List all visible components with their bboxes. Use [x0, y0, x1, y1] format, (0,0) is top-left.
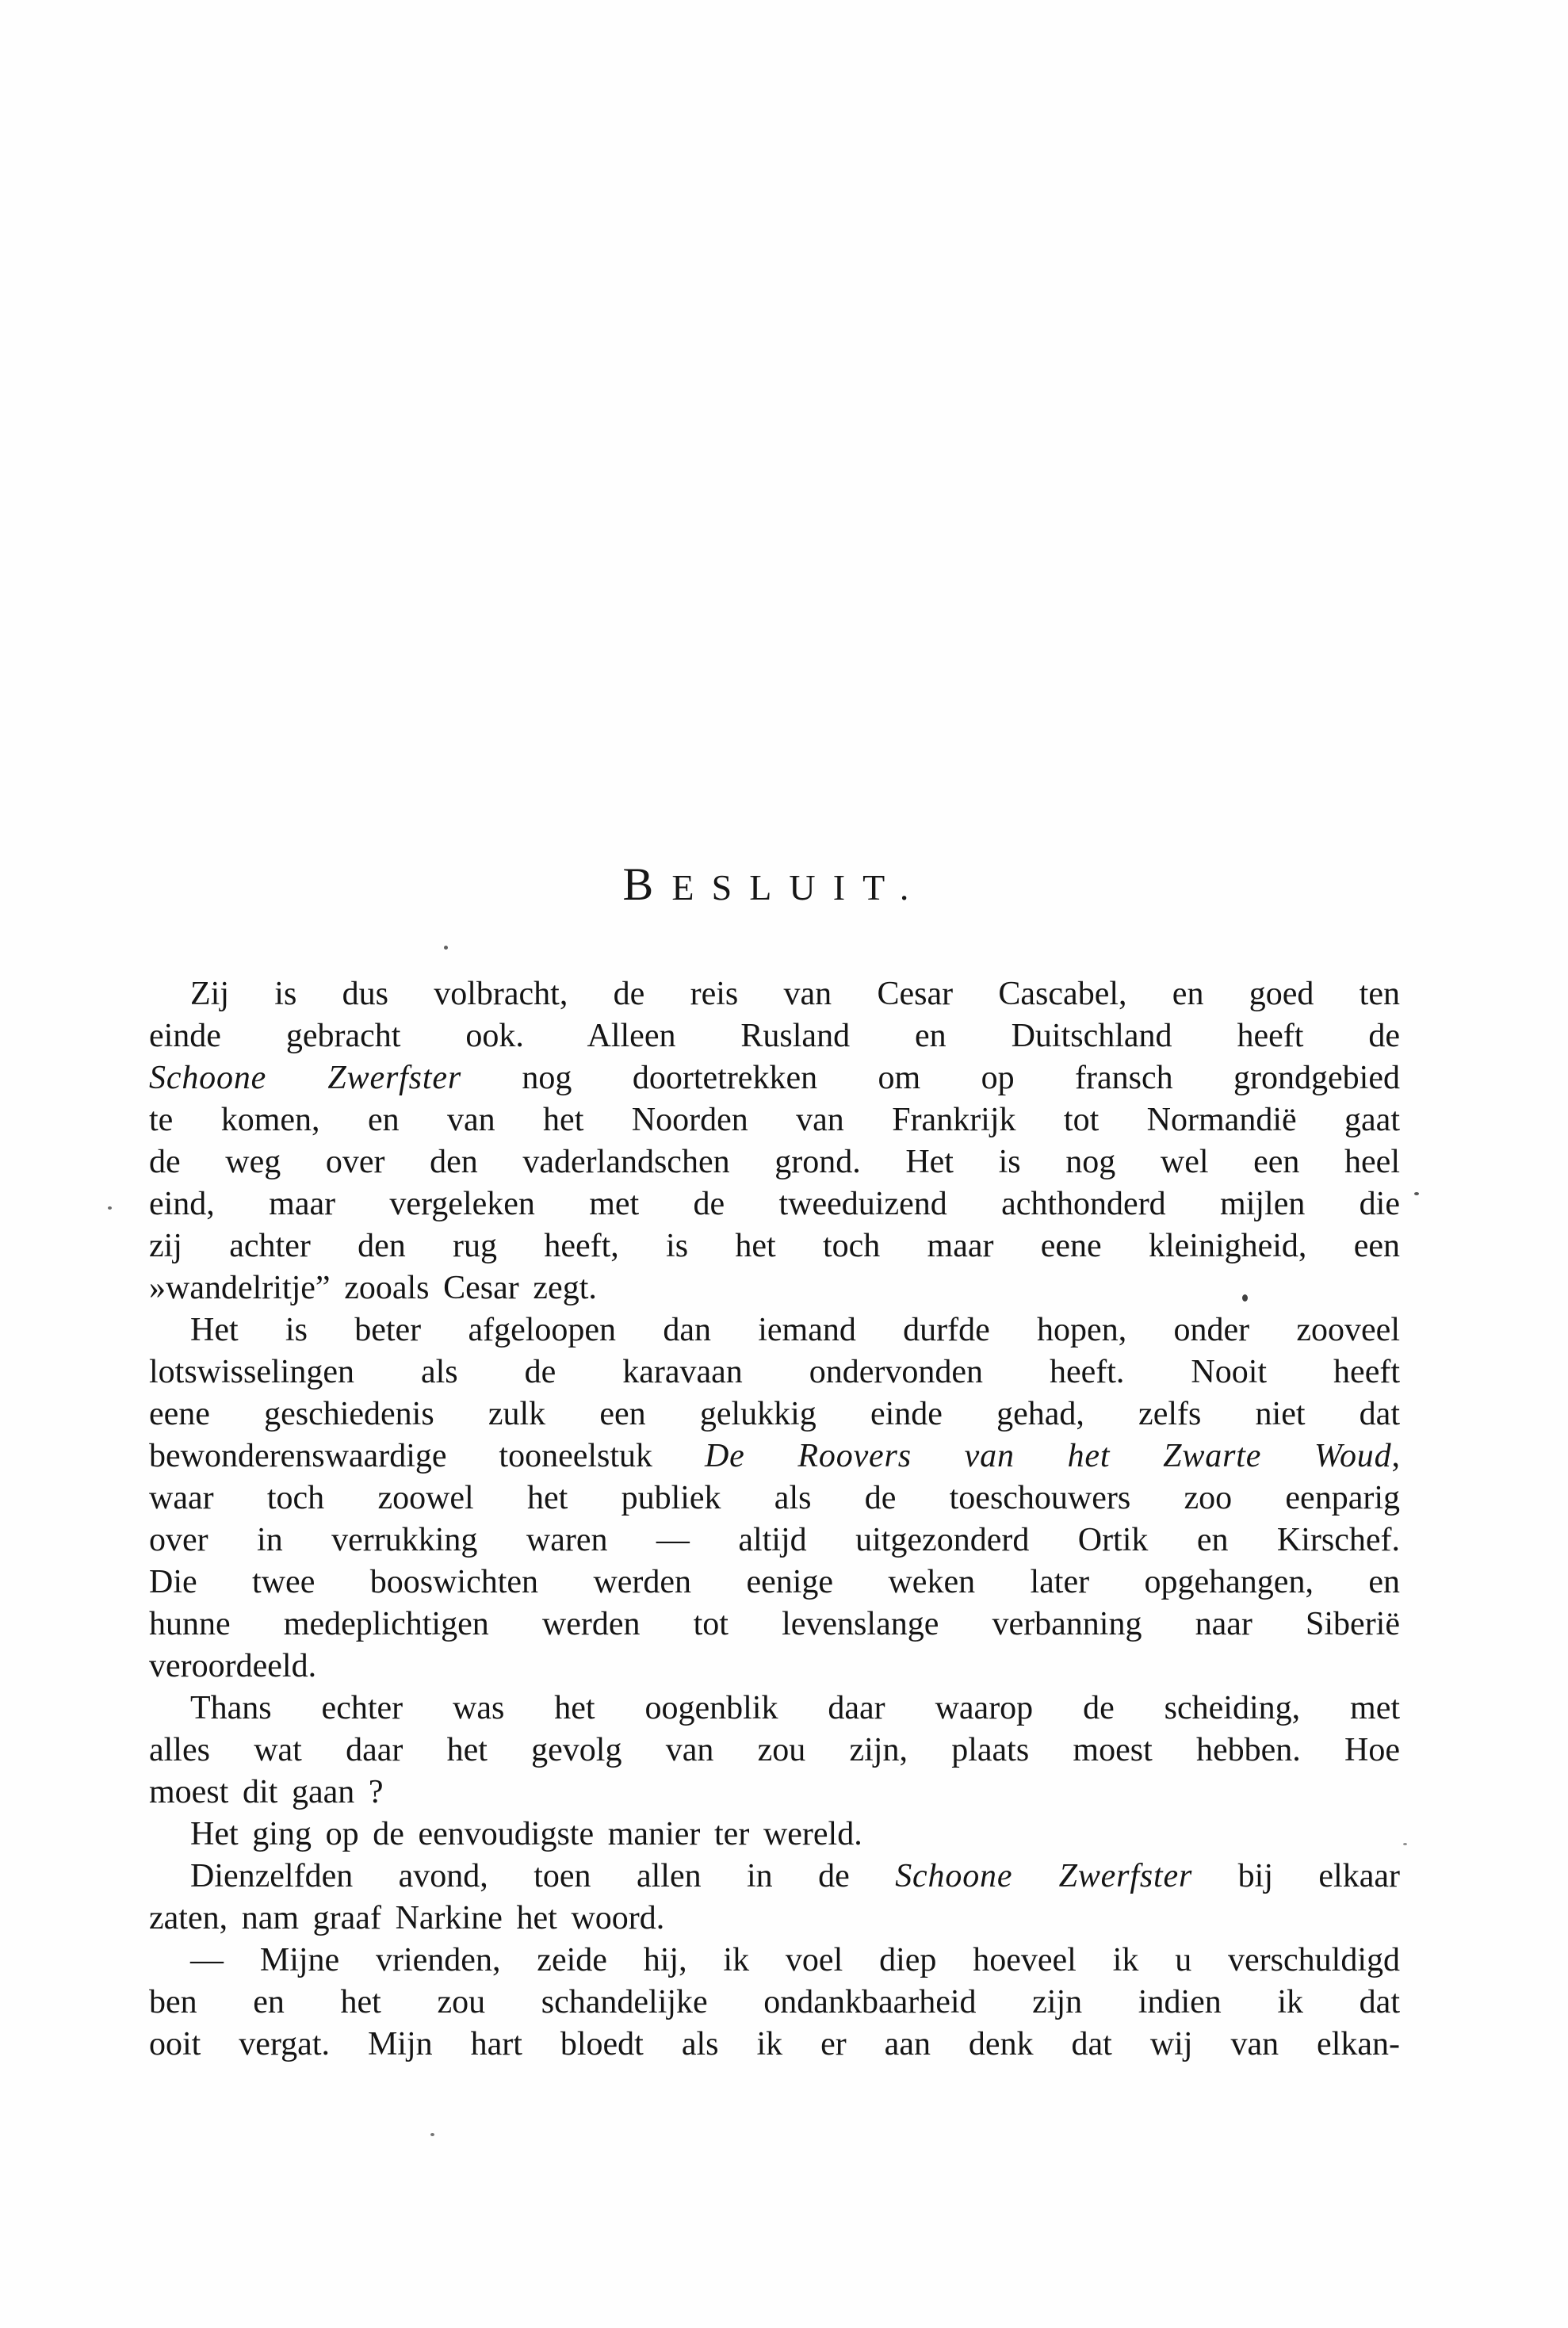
text-segment: alles wat daar het gevolg van zou zijn, plaats moest hebben. Hoe: [149, 1732, 1400, 1768]
text-segment: einde gebracht ook. Alleen Rusland en Duitschland heeft de: [149, 1018, 1400, 1054]
text-line: [149, 1351, 1400, 1393]
text-line: [149, 1435, 1400, 1477]
scan-speck: [444, 946, 448, 950]
text-segment: zaten, nam graaf Narkine het woord.: [149, 1900, 665, 1936]
text-segment: ooit vergat. Mijn hart bloedt als ik er aan denk dat wij van elkan-: [149, 2026, 1400, 2062]
text-line: [149, 2024, 1400, 2066]
text-line: [149, 1520, 1400, 1562]
text-line: [149, 1604, 1400, 1646]
text-line: [149, 1730, 1400, 1772]
text-segment: ben en het zou schandelijke ondankbaarheid zijn indien ik dat: [149, 1984, 1400, 2020]
italic-text: Schoone Zwerfster: [149, 1060, 462, 1096]
paragraph: [149, 1940, 1400, 2066]
text-line: [149, 1015, 1400, 1057]
text-line: [149, 1898, 1400, 1940]
chapter-title: BESLUIT.: [622, 858, 927, 910]
paragraph: [149, 1688, 1400, 1814]
text-line: [149, 1057, 1400, 1099]
text-line: [149, 1646, 1400, 1688]
scan-speck: [1403, 1843, 1407, 1845]
text-line: [149, 1225, 1400, 1267]
text-segment: bewonderenswaardige tooneelstuk: [149, 1438, 705, 1474]
text-segment: eind, maar vergeleken met de tweeduizend achthonderd mijlen die: [149, 1186, 1400, 1222]
paragraph: [149, 1309, 1400, 1688]
text-line: [149, 1309, 1400, 1351]
italic-text: De Roovers van het Zwarte Woud: [704, 1438, 1392, 1474]
scan-speck: [430, 2133, 434, 2136]
text-segment: Het ging op de eenvoudigste manier ter wereld.: [190, 1816, 862, 1852]
text-segment: zij achter den rug heeft, is het toch maar eene kleinigheid, een: [149, 1228, 1400, 1264]
text-segment: Het is beter afgeloopen dan iemand durfde hopen, onder zooveel: [190, 1312, 1400, 1348]
paragraph: [149, 1814, 1400, 1856]
text-line: [149, 1982, 1400, 2024]
text-line: [149, 1856, 1400, 1898]
text-line: [149, 1562, 1400, 1604]
text-segment: ,: [1391, 1438, 1400, 1474]
text-segment: bij elkaar: [1192, 1858, 1400, 1894]
paragraph: [149, 973, 1400, 1309]
text-block: [149, 973, 1400, 2066]
text-line: [149, 1141, 1400, 1183]
italic-text: Schoone Zwerfster: [895, 1858, 1193, 1894]
text-segment: Dienzelfden avond, toen allen in de: [190, 1858, 896, 1894]
text-segment: lotswisselingen als de karavaan ondervonden heeft. Nooit heeft: [149, 1354, 1400, 1390]
scan-speck: [108, 1206, 112, 1210]
text-segment: te komen, en van het Noorden van Frankrijk tot Normandië gaat: [149, 1102, 1400, 1138]
scan-speck: [1242, 1294, 1248, 1302]
text-line: [149, 1688, 1400, 1730]
text-segment: Thans echter was het oogenblik daar waarop de scheiding, met: [190, 1690, 1400, 1726]
text-line: [149, 1099, 1400, 1141]
text-segment: de weg over den vaderlandschen grond. Het is nog wel een heel: [149, 1144, 1400, 1180]
text-segment: hunne medeplichtigen werden tot levenslange verbanning naar Siberië: [149, 1606, 1400, 1642]
text-segment: veroordeeld.: [149, 1648, 317, 1684]
text-line: [149, 1940, 1400, 1982]
text-segment: eene geschiedenis zulk een gelukkig einde gehad, zelfs niet dat: [149, 1396, 1400, 1432]
text-segment: »wandelritje” zooals Cesar zegt.: [149, 1270, 597, 1306]
text-line: [149, 1772, 1400, 1814]
text-segment: Die twee booswichten werden eenige weken later opgehangen, en: [149, 1564, 1400, 1600]
text-line: [149, 1477, 1400, 1520]
text-segment: over in verrukking waren — altijd uitgezonderd Ortik en Kirschef.: [149, 1522, 1400, 1558]
scan-speck: [1414, 1192, 1419, 1195]
text-segment: nog doortetrekken om op fransch grondgebied: [461, 1060, 1400, 1096]
text-line: [149, 1183, 1400, 1225]
text-line: [149, 1267, 1400, 1309]
text-line: [149, 973, 1400, 1015]
text-line: [149, 1814, 1400, 1856]
text-segment: — Mijne vrienden, zeide hij, ik voel diep hoeveel ik u verschuldigd: [190, 1942, 1400, 1978]
text-segment: waar toch zoowel het publiek als de toeschouwers zoo eenparig: [149, 1480, 1400, 1516]
paragraph: [149, 1856, 1400, 1940]
text-segment: moest dit gaan ?: [149, 1774, 384, 1810]
text-line: [149, 1393, 1400, 1435]
text-segment: Zij is dus volbracht, de reis van Cesar Cascabel, en goed ten: [190, 976, 1400, 1012]
